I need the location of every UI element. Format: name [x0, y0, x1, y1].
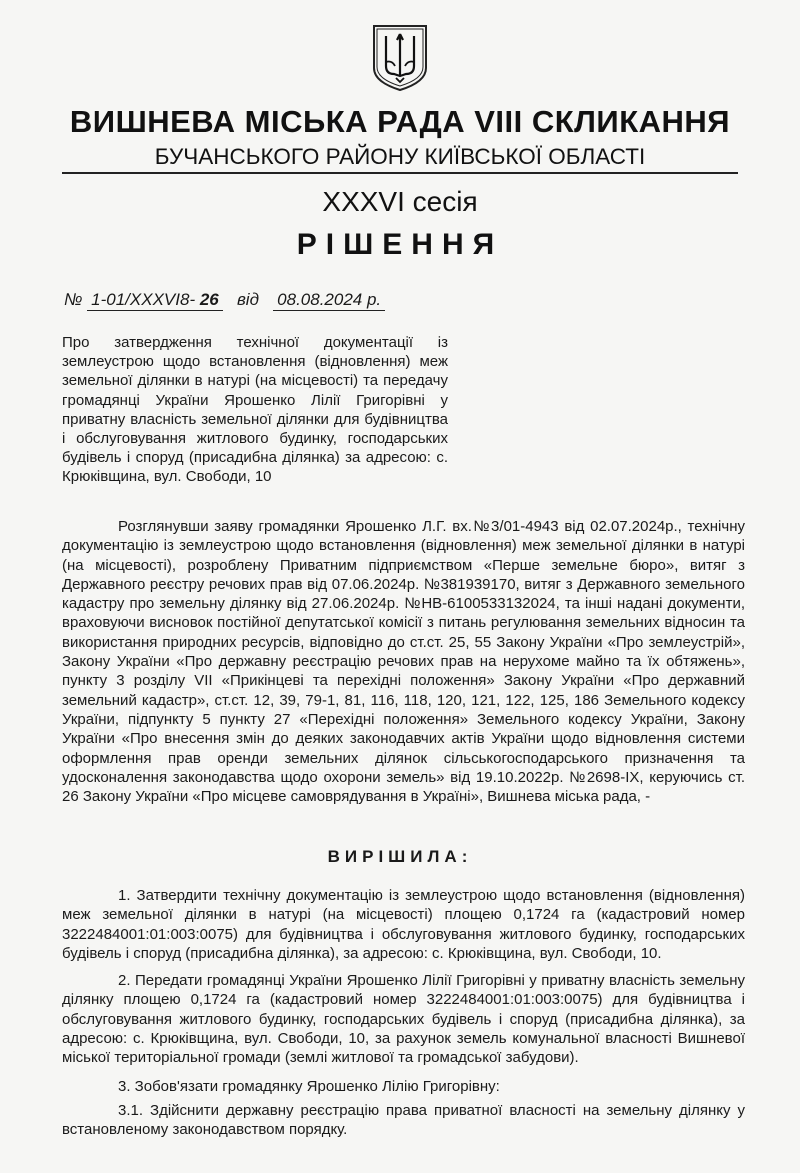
- decision-item-3: 3. Зобов'язати громадянку Ярошенко Лілію Григорівну:: [118, 1078, 500, 1095]
- decision-item-3-1: 3.1. Здійснити державну реєстрацію права приватної власності на земельну ділянку у встановленому законодавством порядку.: [62, 1102, 745, 1139]
- number-handwritten: 26: [199, 290, 219, 309]
- decision-title: РІШЕННЯ: [296, 228, 504, 261]
- coat-of-arms-trident-icon: [370, 22, 430, 92]
- decision-subject: Про затвердження технічної документації із землеустрою щодо встановлення (відновлення) меж земельної ділянки в натурі (на місцевості) та передачу громадянці України Ярошенко Лілії Григорівні у приватну власність земельної ділянки для будівництва і обслуговування житлового будинку, господарських будівель і споруд (присадибна ділянка) за адресою: с. Крюківщина, вул. Свободи, 10: [62, 334, 448, 486]
- header-divider: [62, 172, 738, 174]
- document-date: 08.08.2024 р.: [273, 290, 385, 311]
- number-prefix: №: [64, 290, 83, 309]
- resolved-heading: ВИРІШИЛА:: [327, 847, 473, 866]
- document-number-line: [64, 290, 385, 311]
- document-number: [87, 290, 223, 311]
- decision-item-2: 2. Передати громадянці України Ярошенко Лілії Григорівні у приватну власність земельну ділянку площею 0,1724 га (кадастровий номер 3222484001:01:003:0075) для будівництва і обслуговування житлового будинку, господарських будівель і споруд (присадибна ділянка), за адресою: с. Крюківщина, вул. Свободи, 10, за рахунок земель комунальної власності Вишневої міської територіальної громади (землі житлової та громадської забудови).: [62, 972, 745, 1067]
- number-printed: 1-01/XXXVI8-: [91, 290, 196, 309]
- decision-item-1: 1. Затвердити технічну документацію із землеустрою щодо встановлення (відновлення) меж земельної ділянки в натурі (на місцевості) площею 0,1724 га (кадастровий номер 3222484001:01:003:0075) для будівництва і обслуговування житлового будинку, господарських будівель і споруд (присадибна ділянка), за адресою: с. Крюківщина, вул. Свободи, 10.: [62, 887, 745, 962]
- session-label: XXXVI сесія: [322, 186, 478, 217]
- council-subtitle: БУЧАНСЬКОГО РАЙОНУ КИЇВСЬКОЇ ОБЛАСТІ: [154, 144, 646, 169]
- preamble-paragraph: Розглянувши заяву громадянки Ярошенко Л.Г. вх.№3/01-4943 від 02.07.2024р., технічну документацію із землеустрою щодо встановлення (відновлення) меж земельної ділянки в натурі (на місцевості), розроблену Приватним підприємством «Перше земельне бюро», витяг з Державного реєстру речових прав від 07.06.2024р. №381939170, витяг з Державного земельного кадастру про земельну ділянку від 27.06.2024р. №НВ-6100533132024, та інші надані документи, враховуючи висновок постійної депутатської комісії з питань регулювання земельних відносин та використання природних ресурсів, відповідно до ст.ст. 25, 55 Закону України «Про землеустрій», Закону України «Про державну реєстрацію речових прав на нерухоме майно та їх обтяжень», пункту 3 розділу VII «Прикінцеві та перехідні положення» Закону України «Про державний земельний кадастр», ст.ст. 12, 39, 79-1, 81, 116, 118, 120, 121, 122, 125, 186 Земельного кодексу України, підпункту 5 пункту 27 «Перехідні положення» Земельного кодексу України, Закону України «Про внесення змін до деяких законодавчих актів України щодо відновлення системи оформлення прав оренди земельних ділянок сільськогосподарського призначення та удосконалення законодавства щодо охорони земель» від 19.10.2022р. №2698-IX, керуючись ст. 26 Закону України «Про місцеве самоврядування в Україні», Вишнева міська рада, -: [62, 518, 745, 806]
- council-title: ВИШНЕВА МІСЬКА РАДА VIII СКЛИКАННЯ: [69, 104, 731, 139]
- date-prefix: від: [236, 290, 259, 309]
